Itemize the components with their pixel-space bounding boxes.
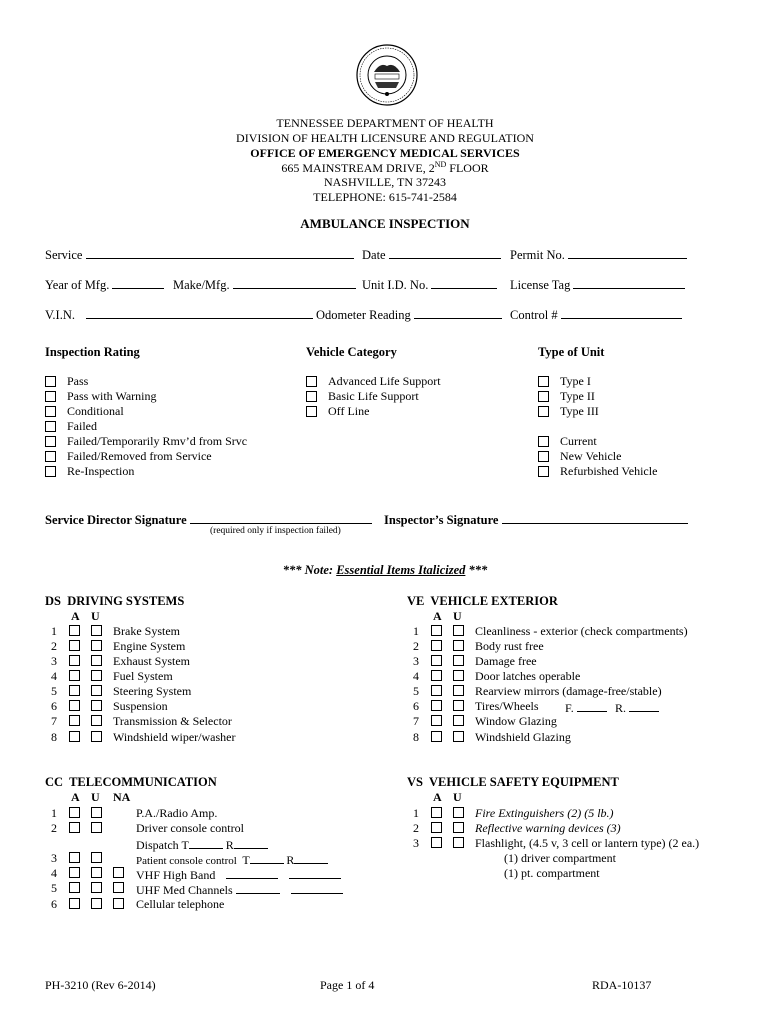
control-label: Control # — [510, 308, 558, 322]
unit-status-item: New Vehicle — [560, 449, 622, 463]
cc-u-checkbox[interactable] — [91, 807, 102, 818]
ve-title: VEHICLE EXTERIOR — [430, 594, 558, 608]
ve-item: Cleanliness - exterior (check compartments) — [475, 624, 688, 638]
cc-a-checkbox[interactable] — [69, 882, 80, 893]
inspector-signature-label: Inspector’s Signature — [384, 513, 499, 527]
rating-checkbox[interactable] — [45, 421, 56, 432]
ve-item: Tires/Wheels — [475, 699, 539, 713]
rating-checkbox[interactable] — [45, 451, 56, 462]
cc-item: Patient console control — [136, 855, 237, 867]
ds-a-checkbox[interactable] — [69, 731, 80, 742]
header-line4-post: FLOOR — [446, 161, 489, 175]
ds-num: 3 — [51, 654, 57, 668]
cc-item: Driver console control — [136, 821, 244, 835]
vs-section-title — [407, 775, 619, 790]
ve-num: 7 — [413, 714, 419, 728]
ve-u-checkbox[interactable] — [453, 670, 464, 681]
category-checkbox[interactable] — [306, 406, 317, 417]
category-item: Basic Life Support — [328, 389, 419, 403]
dispatch-r-label: R — [225, 838, 234, 852]
service-field[interactable] — [45, 246, 354, 263]
cc-header-na: NA — [113, 790, 131, 804]
ds-a-checkbox[interactable] — [69, 670, 80, 681]
ve-num: 6 — [413, 699, 419, 713]
header-line2: DIVISION OF HEALTH LICENSURE AND REGULATION — [236, 131, 534, 145]
rating-item: Failed — [67, 419, 97, 433]
vs-a-checkbox[interactable] — [431, 807, 442, 818]
license-field[interactable] — [510, 276, 685, 293]
vin-field[interactable] — [45, 306, 313, 323]
header-line4 — [0, 160, 770, 176]
cc-item-label: UHF Med Channels — [136, 883, 233, 897]
date-label: Date — [362, 248, 386, 262]
control-field[interactable] — [510, 306, 682, 323]
ds-item: Brake System — [113, 624, 180, 638]
license-label: License Tag — [510, 278, 571, 292]
unit-status-checkbox[interactable] — [538, 436, 549, 447]
vs-sub-item: (1) driver compartment — [504, 851, 616, 865]
date-field[interactable] — [362, 246, 501, 263]
ds-num: 5 — [51, 684, 57, 698]
cc-a-checkbox[interactable] — [69, 898, 80, 909]
cc-a-checkbox[interactable] — [69, 867, 80, 878]
make-label: Make/Mfg. — [173, 278, 230, 292]
ds-u-checkbox[interactable] — [91, 655, 102, 666]
ds-num: 2 — [51, 639, 57, 653]
ds-item: Engine System — [113, 639, 186, 653]
note-pre: *** Note: — [282, 563, 337, 577]
ds-u-checkbox[interactable] — [91, 685, 102, 696]
ds-u-checkbox[interactable] — [91, 700, 102, 711]
unit-status-item: Current — [560, 434, 597, 448]
ve-header-u: U — [453, 609, 462, 623]
cc-a-checkbox[interactable] — [69, 852, 80, 863]
ds-item: Steering System — [113, 684, 192, 698]
footer-page: Page 1 of 4 — [320, 978, 375, 992]
unit-type-item: Type II — [560, 389, 595, 403]
cc-u-checkbox[interactable] — [91, 822, 102, 833]
cc-num: 4 — [51, 866, 57, 880]
vs-num: 2 — [413, 821, 419, 835]
rating-item: Pass with Warning — [67, 389, 157, 403]
ds-title: DRIVING SYSTEMS — [67, 594, 185, 608]
permit-field[interactable] — [510, 246, 687, 263]
ve-num: 3 — [413, 654, 419, 668]
ve-u-checkbox[interactable] — [453, 685, 464, 696]
cc-u-checkbox[interactable] — [91, 898, 102, 909]
category-checkbox[interactable] — [306, 376, 317, 387]
unit-id-label: Unit I.D. No. — [362, 278, 429, 292]
inspector-signature-field[interactable] — [384, 511, 688, 528]
rating-checkbox[interactable] — [45, 406, 56, 417]
ds-u-checkbox[interactable] — [91, 731, 102, 742]
ds-num: 4 — [51, 669, 57, 683]
cc-header-a: A — [71, 790, 80, 804]
ve-num: 4 — [413, 669, 419, 683]
vin-label: V.I.N. — [45, 308, 75, 322]
vs-u-checkbox[interactable] — [453, 807, 464, 818]
unit-type-item: Type I — [560, 374, 591, 388]
tires-front-label: F. — [565, 701, 574, 715]
ds-u-checkbox[interactable] — [91, 625, 102, 636]
header-line3: OFFICE OF EMERGENCY MEDICAL SERVICES — [250, 146, 520, 160]
header-line5: NASHVILLE, TN 37243 — [323, 175, 447, 189]
ds-a-checkbox[interactable] — [69, 715, 80, 726]
vs-a-checkbox[interactable] — [431, 822, 442, 833]
unit-status-item: Refurbished Vehicle — [560, 464, 658, 478]
vs-a-checkbox[interactable] — [431, 837, 442, 848]
ds-u-checkbox[interactable] — [91, 715, 102, 726]
unit-id-field[interactable] — [362, 276, 497, 293]
cc-a-checkbox[interactable] — [69, 807, 80, 818]
rating-item: Conditional — [67, 404, 124, 418]
ve-u-checkbox[interactable] — [453, 731, 464, 742]
ds-a-checkbox[interactable] — [69, 700, 80, 711]
cc-num: 1 — [51, 806, 57, 820]
vs-item: Flashlight, (4.5 v, 3 cell or lantern type) (2 ea.) — [475, 836, 700, 850]
make-field[interactable] — [173, 276, 356, 293]
note-post: *** — [465, 563, 488, 577]
ds-num: 6 — [51, 699, 57, 713]
ve-a-checkbox[interactable] — [431, 655, 442, 666]
header-line1: TENNESSEE DEPARTMENT OF HEALTH — [276, 116, 494, 130]
rating-item: Re-Inspection — [67, 464, 135, 478]
ve-item: Window Glazing — [475, 714, 557, 728]
ds-a-checkbox[interactable] — [69, 640, 80, 651]
tires-front-field[interactable] — [565, 699, 607, 716]
vs-u-checkbox[interactable] — [453, 837, 464, 848]
header-line6: TELEPHONE: 615-741-2584 — [313, 190, 457, 204]
permit-label: Permit No. — [510, 248, 565, 262]
director-signature-label: Service Director Signature — [45, 513, 187, 527]
ve-item: Damage free — [475, 654, 537, 668]
ds-item: Exhaust System — [113, 654, 190, 668]
ds-a-checkbox[interactable] — [69, 685, 80, 696]
cc-header-u: U — [91, 790, 100, 804]
cc-num: 3 — [51, 851, 57, 865]
vs-num: 3 — [413, 836, 419, 850]
ve-item: Door latches operable — [475, 669, 581, 683]
ds-a-checkbox[interactable] — [69, 655, 80, 666]
vs-header-u: U — [453, 790, 462, 804]
odometer-label: Odometer Reading — [316, 308, 411, 322]
ve-section-title — [407, 594, 558, 609]
ve-num: 1 — [413, 624, 419, 638]
unit-type-checkbox[interactable] — [538, 406, 549, 417]
odometer-field[interactable] — [316, 306, 502, 323]
ve-item: Body rust free — [475, 639, 544, 653]
ve-u-checkbox[interactable] — [453, 700, 464, 711]
cc-num: 6 — [51, 897, 57, 911]
ve-u-checkbox[interactable] — [453, 715, 464, 726]
ve-a-checkbox[interactable] — [431, 625, 442, 636]
ds-item: Suspension — [113, 699, 168, 713]
ds-num: 1 — [51, 624, 57, 638]
cc-na-checkbox[interactable] — [113, 898, 124, 909]
ve-u-checkbox[interactable] — [453, 625, 464, 636]
ds-u-checkbox[interactable] — [91, 640, 102, 651]
ve-a-checkbox[interactable] — [431, 700, 442, 711]
cc-u-checkbox[interactable] — [91, 852, 102, 863]
vs-sub-item: (1) pt. compartment — [504, 866, 600, 880]
ds-code: DS — [45, 594, 61, 608]
ve-num: 5 — [413, 684, 419, 698]
cc-code: CC — [45, 775, 64, 789]
ve-a-checkbox[interactable] — [431, 685, 442, 696]
footer-rda: RDA-10137 — [592, 978, 652, 992]
cc-title: TELECOMMUNICATION — [69, 775, 217, 789]
ve-item: Windshield Glazing — [475, 730, 571, 744]
rating-item: Failed/Removed from Service — [67, 449, 212, 463]
cc-na-checkbox[interactable] — [113, 882, 124, 893]
director-signature-note: (required only if inspection failed) — [210, 526, 341, 536]
cc-section-title — [45, 775, 217, 790]
service-label: Service — [45, 248, 83, 262]
rating-checkbox[interactable] — [45, 436, 56, 447]
ve-a-checkbox[interactable] — [431, 670, 442, 681]
type-of-unit-title: Type of Unit — [538, 345, 605, 359]
footer-form-number: PH-3210 (Rev 6-2014) — [45, 978, 156, 992]
ds-num: 8 — [51, 730, 57, 744]
cc-num: 2 — [51, 821, 57, 835]
ds-u-checkbox[interactable] — [91, 670, 102, 681]
category-item: Off Line — [328, 404, 370, 418]
ve-num: 8 — [413, 730, 419, 744]
vs-num: 1 — [413, 806, 419, 820]
ve-u-checkbox[interactable] — [453, 640, 464, 651]
ds-item: Fuel System — [113, 669, 173, 683]
cc-item: Cellular telephone — [136, 897, 225, 911]
page-title: AMBULANCE INSPECTION — [300, 216, 470, 231]
tires-rear-label: R. — [615, 701, 627, 715]
unit-type-checkbox[interactable] — [538, 391, 549, 402]
category-item: Advanced Life Support — [328, 374, 441, 388]
cc-na-checkbox[interactable] — [113, 867, 124, 878]
dispatch-label: Dispatch T — [136, 838, 189, 852]
year-field[interactable] — [45, 276, 164, 293]
vs-title: VEHICLE SAFETY EQUIPMENT — [429, 775, 619, 789]
ve-num: 2 — [413, 639, 419, 653]
ve-u-checkbox[interactable] — [453, 655, 464, 666]
rating-item: Pass — [67, 374, 89, 388]
essential-note — [0, 563, 770, 578]
vs-code: VS — [407, 775, 423, 789]
vehicle-category-title: Vehicle Category — [306, 345, 397, 359]
cc-item-label: VHF High Band — [136, 868, 216, 882]
vs-item: Fire Extinguishers (2) (5 lb.) — [475, 806, 614, 820]
ve-a-checkbox[interactable] — [431, 715, 442, 726]
ds-num: 7 — [51, 714, 57, 728]
cc-u-checkbox[interactable] — [91, 867, 102, 878]
cc-item — [136, 881, 343, 898]
unit-type-checkbox[interactable] — [538, 376, 549, 387]
cc-u-checkbox[interactable] — [91, 882, 102, 893]
unit-status-checkbox[interactable] — [538, 466, 549, 477]
ve-a-checkbox[interactable] — [431, 731, 442, 742]
unit-type-item: Type III — [560, 404, 599, 418]
patient-r-label: R — [286, 853, 295, 867]
state-seal — [356, 44, 418, 106]
header-line4-pre: 665 MAINSTREAM DRIVE, 2 — [281, 161, 435, 175]
ve-code: VE — [407, 594, 425, 608]
ve-header-a: A — [433, 609, 442, 623]
note-text: Essential Items Italicized — [336, 563, 466, 577]
ds-header-u: U — [91, 609, 100, 623]
inspection-rating-title: Inspection Rating — [45, 345, 140, 359]
header-line4-sup: ND — [434, 160, 447, 169]
patient-t-label: T — [242, 853, 250, 867]
ds-a-checkbox[interactable] — [69, 625, 80, 636]
rating-checkbox[interactable] — [45, 376, 56, 387]
rating-checkbox[interactable] — [45, 391, 56, 402]
ds-header-a: A — [71, 609, 80, 623]
vs-header-a: A — [433, 790, 442, 804]
vs-u-checkbox[interactable] — [453, 822, 464, 833]
cc-a-checkbox[interactable] — [69, 822, 80, 833]
vs-item: Reflective warning devices (3) — [475, 821, 621, 835]
cc-num: 5 — [51, 881, 57, 895]
ds-section-title — [45, 594, 184, 609]
unit-status-checkbox[interactable] — [538, 451, 549, 462]
cc-item: P.A./Radio Amp. — [136, 806, 218, 820]
category-checkbox[interactable] — [306, 391, 317, 402]
ds-item: Windshield wiper/washer — [113, 730, 236, 744]
ds-item: Transmission & Selector — [113, 714, 232, 728]
ve-a-checkbox[interactable] — [431, 640, 442, 651]
ve-item: Rearview mirrors (damage-free/stable) — [475, 684, 662, 698]
tires-rear-field[interactable] — [615, 699, 659, 716]
rating-checkbox[interactable] — [45, 466, 56, 477]
rating-item: Failed/Temporarily Rmv’d from Srvc — [67, 434, 248, 448]
year-label: Year of Mfg. — [45, 278, 110, 292]
